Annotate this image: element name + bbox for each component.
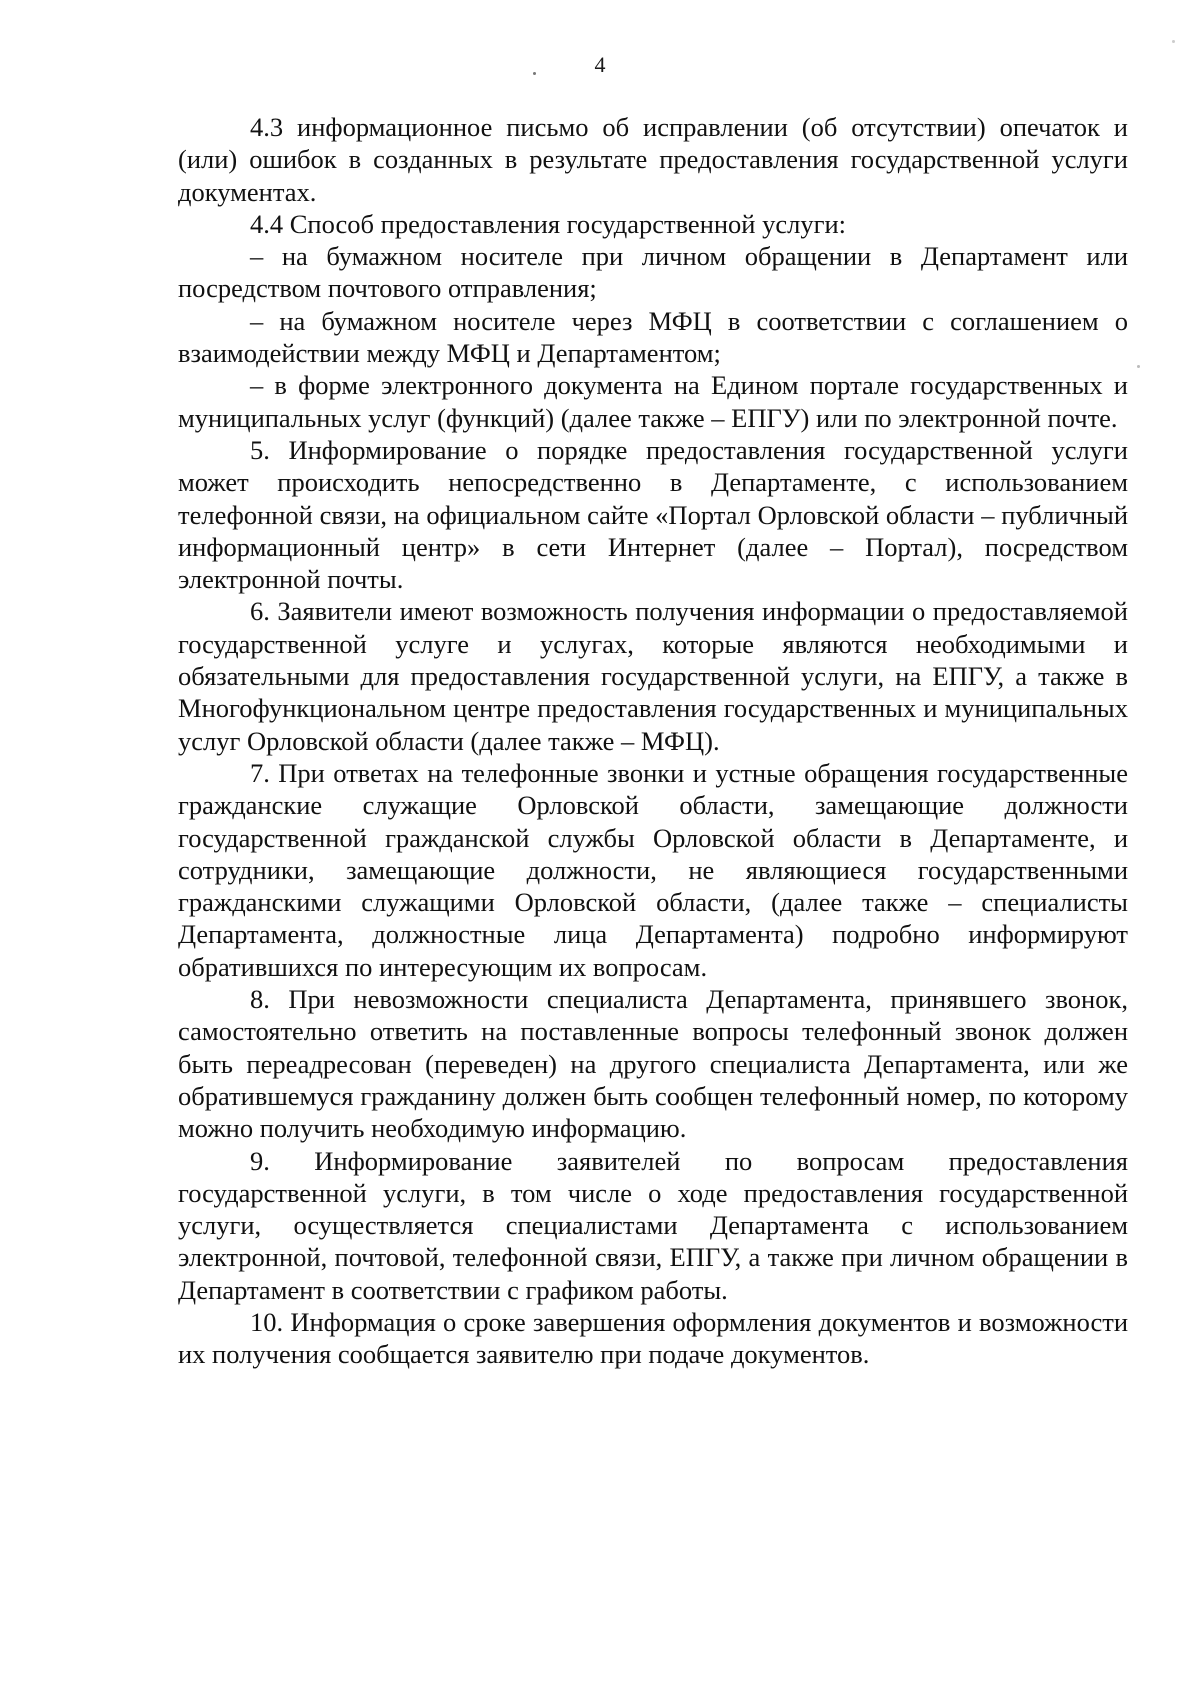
scan-speck (533, 72, 536, 75)
document-body (178, 111, 1128, 1371)
list-item-electronic: – в форме электронного документа на Едином портале государственных и муниципальных услуг (функций) (далее также – ЕПГУ) или по электронной почте. (178, 370, 1128, 433)
list-item-paper-department: – на бумажном носителе при личном обращении в Департамент или посредством почтового отправления; (178, 241, 1128, 304)
list-item-paper-mfc: – на бумажном носителе через МФЦ в соответствии с соглашением о взаимодействии между МФЦ и Департаментом; (178, 305, 1128, 369)
paragraph-5: 5. Информирование о порядке предоставления государственной услуги может происходить непосредственно в Департаменте, с использованием телефонной связи, на официальном сайте «Портал Орловской области – публичный информационный центр» в сети Интернет (далее – Портал), посредством электронной почты. (178, 434, 1128, 595)
paragraph-4-4: 4.4 Способ предоставления государственной услуги: (250, 208, 847, 239)
paragraph-10: 10. Информация о сроке завершения оформления документов и возможности их получения сообщается заявителю при подаче документов. (178, 1306, 1128, 1370)
scan-speck (1172, 40, 1175, 43)
paragraph-9: 9. Информирование заявителей по вопросам предоставления государственной услуги, в том числе о ходе предоставления государственной услуги, осуществляется специалистами Департамента с использованием электронной, почтовой, телефонной связи, ЕПГУ, а также при личном обращении в Департамент в соответствии с графиком работы. (178, 1145, 1128, 1305)
paragraph-4-3: 4.3 информационное письмо об исправлении (об отсутствии) опечаток и (или) ошибок в созданных в результате предоставления государственной услуги документах. (178, 112, 1128, 207)
paragraph-7: 7. При ответах на телефонные звонки и устные обращения государственные гражданские служащие Орловской области, замещающие должности государственной гражданской службы Орловской области в Департаменте, и сотрудники, замещающие должности, не являющиеся государственными гражданскими служащими Орловской области, (далее также – специалисты Департамента, должностные лица Департамента) подробно информируют обратившихся по интересующим их вопросам. (178, 757, 1128, 982)
page-number: 4 (594, 52, 606, 77)
paragraph-6: 6. Заявители имеют возможность получения информации о предоставляемой государственной услуге и услугах, которые являются необходимыми и обязательными для предоставления государственной услуги, на ЕПГУ, а также в Многофункциональном центре предоставления государственных и муниципальных услуг Орловской области (далее также – МФЦ). (178, 596, 1128, 756)
paragraph-8: 8. При невозможности специалиста Департамента, принявшего звонок, самостоятельно ответить на поставленные вопросы телефонный звонок должен быть переадресован (переведен) на другого специалиста Департамента, или же обратившемуся гражданину должен быть сообщен телефонный номер, по которому можно получить необходимую информацию. (178, 984, 1128, 1144)
scan-speck (1137, 365, 1140, 368)
